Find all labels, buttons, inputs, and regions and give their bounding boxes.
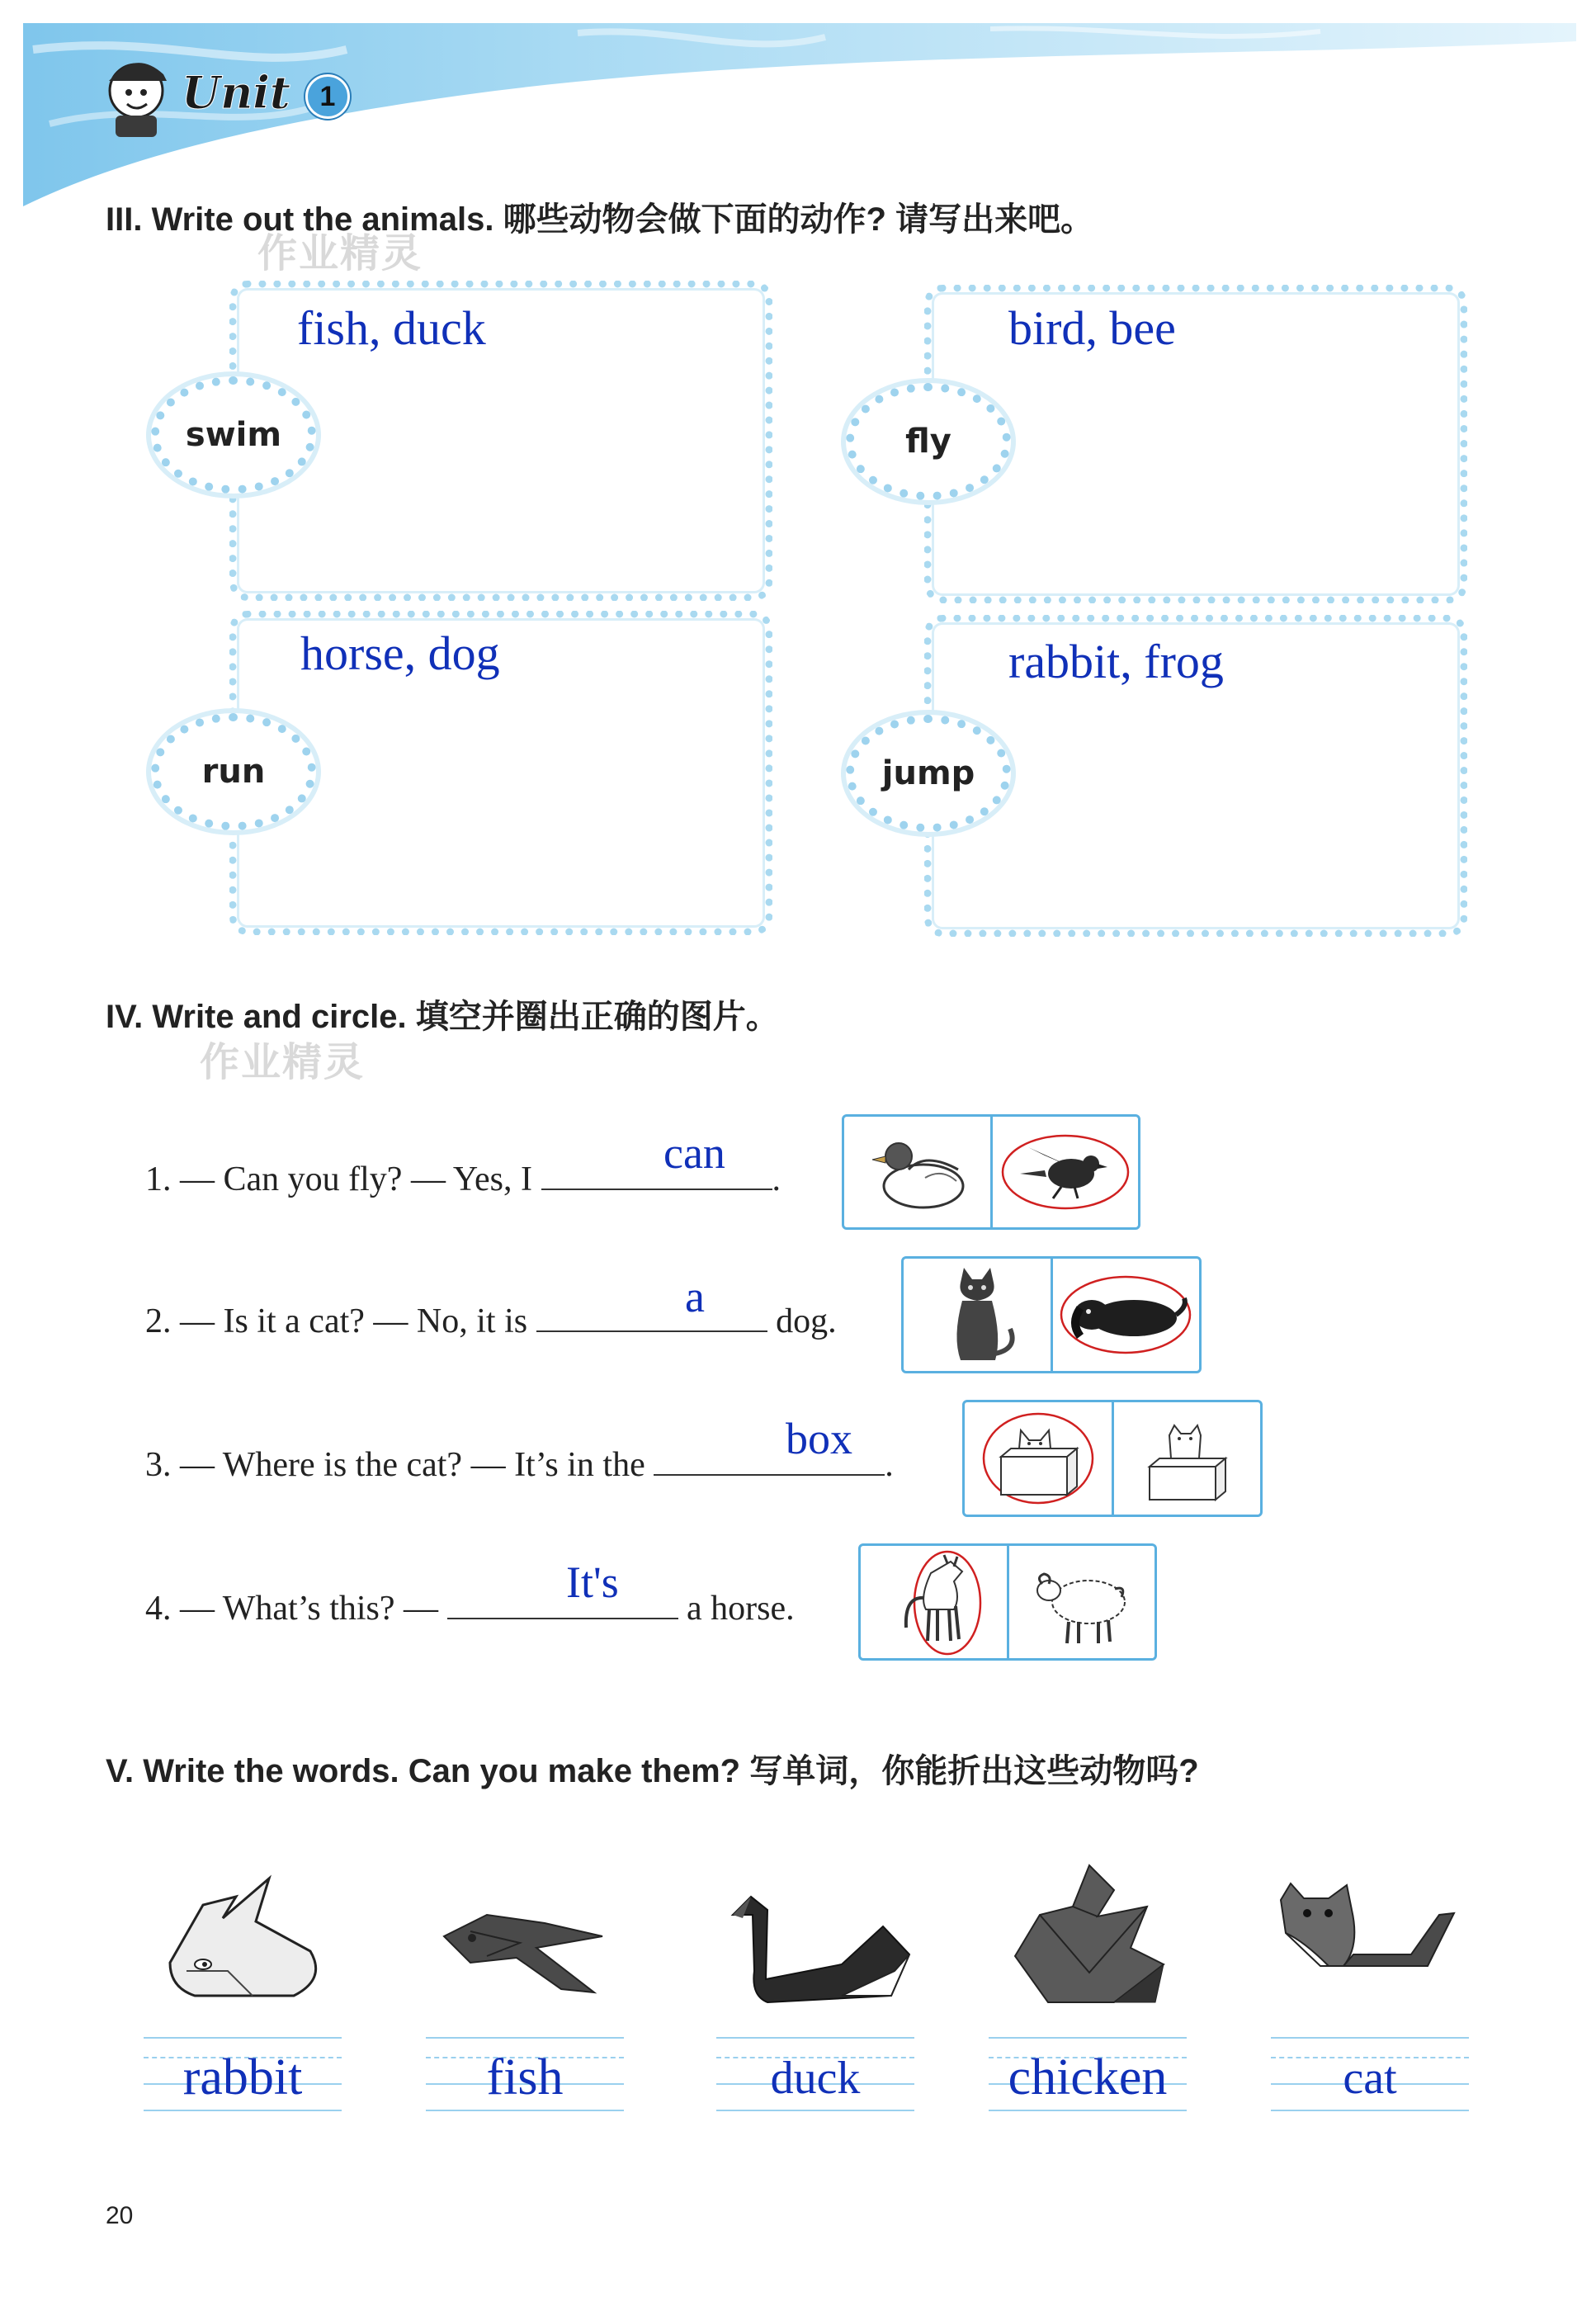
sheep-icon[interactable] [1007, 1546, 1155, 1658]
answer-2: a [685, 1272, 705, 1321]
answer-fly: bird, bee [1008, 301, 1176, 355]
writing-line-2[interactable] [426, 2032, 624, 2115]
section-4-title: IV. Write and circle. 填空并圈出正确的图片。 [106, 999, 779, 1035]
cat-on-box-icon[interactable] [1112, 1402, 1261, 1515]
cat-icon[interactable] [904, 1259, 1051, 1371]
origami-fish-icon [444, 1915, 602, 1992]
section-3-title: III. Write out the animals. 哪些动物会做下面的动作? 请写出来吧。 [106, 201, 1094, 238]
answer-4: It's [566, 1557, 619, 1607]
question-4-end: a horse. [687, 1590, 795, 1628]
watermark-2: 作业精灵 [200, 1039, 366, 1085]
verb-badge-run [151, 713, 316, 830]
verb-fly: fly [905, 423, 951, 461]
cat-in-box-icon[interactable] [965, 1402, 1112, 1515]
writing-line-4[interactable] [989, 2032, 1187, 2115]
writing-line-5[interactable] [1271, 2032, 1469, 2115]
unit-number: 1 [319, 81, 336, 112]
answer-3: box [786, 1414, 852, 1463]
word-duck: duck [770, 2053, 861, 2104]
watermark: 作业精灵 [257, 230, 423, 276]
word-rabbit: rabbit [182, 2049, 303, 2105]
writing-line-1[interactable] [144, 2032, 342, 2115]
question-3-text: 3. — Where is the cat? — It’s in the [145, 1446, 645, 1484]
verb-jump: jump [881, 754, 975, 792]
page-number: 20 [106, 2202, 134, 2229]
unit-word: Unit [182, 66, 290, 119]
word-cat: cat [1343, 2053, 1397, 2104]
origami-chicken-icon [990, 1857, 1172, 2019]
answer-run: horse, dog [300, 626, 500, 680]
word-fish: fish [486, 2049, 564, 2105]
blank-2[interactable] [536, 1297, 767, 1332]
unit-logo [99, 33, 371, 140]
duck-icon[interactable] [844, 1117, 990, 1227]
section-5-title: V. Write the words. Can you make them? 写单词，你能折出这些动物吗? [106, 1753, 1199, 1789]
blank-1[interactable] [541, 1156, 772, 1190]
picture-pair-3 [962, 1400, 1263, 1517]
answer-jump: rabbit, frog [1008, 635, 1224, 688]
question-3-end: . [885, 1446, 894, 1484]
unit-number-badge [305, 74, 350, 119]
question-4-text: 4. — What’s this? — [145, 1590, 439, 1628]
verb-swim: swim [185, 416, 282, 454]
word-chicken: chicken [1008, 2049, 1168, 2105]
dog-icon[interactable] [1051, 1259, 1200, 1371]
answer-1: can [663, 1128, 725, 1178]
bird-icon[interactable] [990, 1117, 1139, 1227]
question-2-end: dog. [776, 1302, 837, 1340]
picture-pair-4 [858, 1543, 1157, 1661]
question-1-text: 1. — Can you fly? — Yes, I [145, 1160, 532, 1198]
origami-rabbit-icon [153, 1872, 335, 2012]
horse-icon[interactable] [861, 1546, 1007, 1658]
question-3 [145, 1441, 894, 1485]
verb-badge-fly [846, 383, 1011, 500]
question-4 [145, 1585, 795, 1628]
writing-line-3[interactable] [716, 2032, 914, 2115]
origami-cat-icon [1271, 1875, 1461, 1999]
verb-badge-swim [151, 376, 316, 494]
picture-pair-2 [901, 1256, 1202, 1373]
answer-swim: fish, duck [297, 301, 486, 355]
verb-run: run [201, 753, 266, 791]
picture-pair-1 [842, 1114, 1140, 1230]
question-2-text: 2. — Is it a cat? — No, it is [145, 1302, 528, 1340]
question-2 [145, 1297, 837, 1341]
origami-duck-icon [718, 1872, 916, 2017]
blank-4[interactable] [447, 1585, 678, 1619]
question-1-end: . [772, 1160, 781, 1198]
verb-badge-jump [846, 715, 1011, 832]
